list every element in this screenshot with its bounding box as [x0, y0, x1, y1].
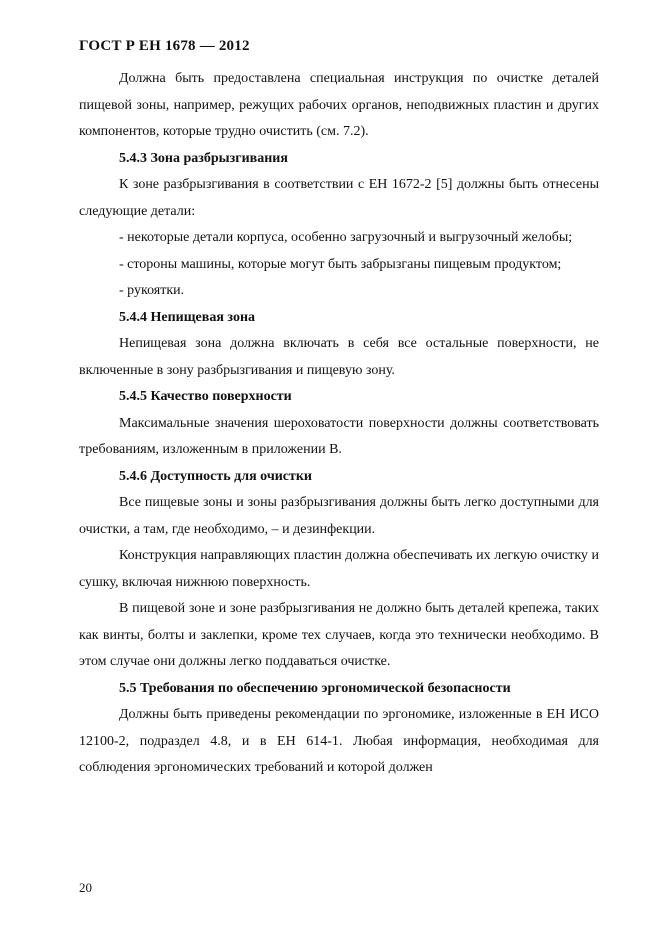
paragraph-guide-plates: Конструкция направляющих пластин должна обеспечивать их легкую очистку и сушку, включая нижнюю поверхность.: [79, 548, 599, 590]
page-number: 20: [79, 880, 92, 895]
paragraph-accessibility: Все пищевые зоны и зоны разбрызгивания должны быть легко доступными для очистки, а там, где необходимо, – и дезинфекции.: [79, 495, 599, 537]
document-body: [79, 66, 599, 782]
paragraph-non-food-zone: Непищевая зона должна включать в себя все остальные поверхности, не включенные в зону разбрызгивания и пищевую зону.: [79, 336, 599, 378]
section-heading-5-4-5: 5.4.5 Качество поверхности: [119, 389, 292, 404]
paragraph-fasteners: В пищевой зоне и зоне разбрызгивания не должно быть деталей крепежа, таких как винты, болты и заклепки, кроме тех случаев, когда это технически необходимо. В этом случае они должны легко поддаваться очистке.: [79, 601, 599, 669]
section-heading-5-4-6: 5.4.6 Доступность для очистки: [119, 468, 312, 484]
section-heading-5-4-3: 5.4.3 Зона разбрызгивания: [119, 150, 288, 166]
list-item-handles: - рукоятки.: [119, 283, 185, 298]
list-item-machine-sides: - стороны машины, которые могут быть забрызганы пищевым продуктом;: [119, 256, 562, 272]
document-header: ГОСТ Р ЕН 1678 — 2012: [79, 38, 250, 54]
section-heading-5-4-4: 5.4.4 Непищевая зона: [119, 309, 256, 325]
list-item-body-parts: - некоторые детали корпуса, особенно загрузочный и выгрузочный желобы;: [119, 230, 573, 245]
paragraph-ergonomics: Должны быть приведены рекомендации по эргономике, изложенные в ЕН ИСО 12100-2, подраздел 4.8, и в ЕН 614-1. Любая информация, необходимая для соблюдения эргономических требований и которой должен: [79, 707, 599, 775]
section-heading-5-5: 5.5 Требования по обеспечению эргономической безопасности: [119, 680, 511, 696]
paragraph-surface-quality: Максимальные значения шероховатости поверхности должны соответствовать требованиям, изложенным в приложении В.: [79, 415, 599, 457]
paragraph-splash-zone-intro: К зоне разбрызгивания в соответствии с ЕН 1672-2 [5] должны быть отнесены следующие детали:: [79, 177, 599, 219]
paragraph-instruction: Должна быть предоставлена специальная инструкция по очистке деталей пищевой зоны, например, режущих рабочих органов, неподвижных пластин и других компонентов, которые трудно очистить (см. 7.2).: [79, 71, 599, 139]
